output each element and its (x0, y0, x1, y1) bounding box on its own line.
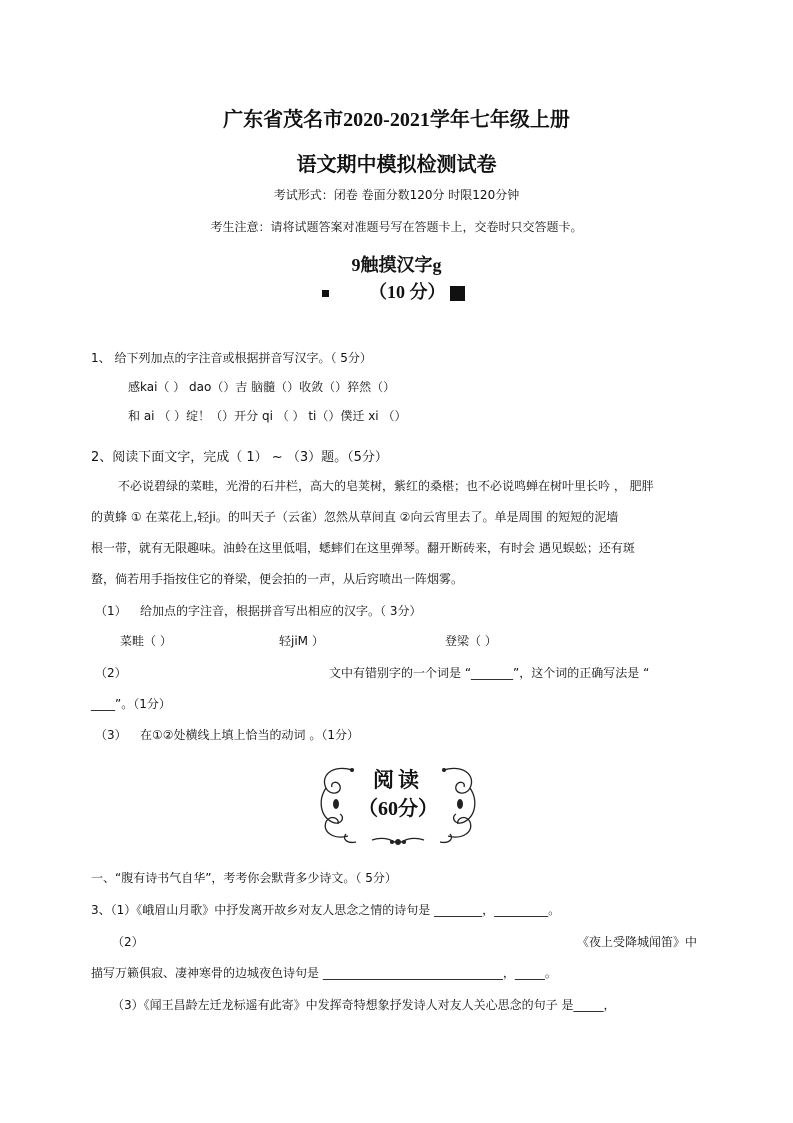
q1-line2: 和 ai （ ）绽！（）开分 qi （ ） ti（）僕迁 xi （） (128, 409, 407, 423)
q2-sub2-number: （2） (95, 666, 127, 680)
section-heading: 9触摸汉字g (351, 255, 442, 275)
small-square-icon (322, 290, 329, 297)
exam-title: 广东省茂名市2020-2021学年七年级上册 (223, 109, 570, 131)
q2-sub2: 文中有错别字的一个词是 “_______”，这个词的正确写法是 “ (329, 666, 650, 680)
q1-stem: 1、 给下列加点的字注音或根据拼音写汉字。（ 5分） (91, 351, 372, 365)
q2-sub1: 给加点的字注音，根据拼音写出相应的汉字。（ 3分） (140, 604, 422, 618)
square-icon (450, 286, 465, 301)
q2-sub3-number: （3） (95, 728, 127, 742)
exam-notice: 考生注意：请将试题答案对准题号写在答题卡上，交卷时只交答题卡。 (210, 220, 583, 234)
q2-stem: 2、阅读下面文字，完成（ 1） ~ （3）题。（5分） (91, 450, 388, 465)
q2-passage-line4: 蝥，倘若用手指按住它的脊梁，便会拍的一声，从后窍喷出一阵烟雾。 (91, 572, 464, 586)
q2-sub3: 在①②处横线上填上恰当的动词 。（1分） (140, 728, 359, 742)
part1-stem: 一、“腹有诗书气自华”，考考你会默背多少诗文。（ 5分） (91, 871, 397, 885)
q3-sub3: （3）《闻王昌龄左迁龙标遥有此寄》中发挥奇特想象抒发诗人对友人关心思念的句子 是_____， (112, 998, 616, 1012)
q3-sub2-number: （2） (112, 935, 144, 949)
exam-subtitle: 语文期中模拟检测试卷 (296, 154, 497, 176)
q2-blank-b: 轻jiM ） (279, 634, 324, 648)
banner-title: 阅读 (373, 768, 423, 792)
q3-sub2-continued: 描写万籁俱寂、凄神寒骨的边城夜色诗句是 ______________________________，_____。 (91, 966, 557, 980)
q2-passage-line1: 不必说碧绿的菜畦，光滑的石井栏，高大的皂荚树，紫红的桑椹；也不必说鸣蝉在树叶里长吟 ， 肥胖 (118, 479, 654, 493)
q3-sub2-source: 《夜上受降城闻笛》中 (576, 935, 697, 949)
banner-score: （60分） (358, 798, 438, 820)
q3-sub1: 3、（1）《峨眉山月歌》中抒发离开故乡对友人思念之情的诗句是 ________，_________。 (91, 903, 561, 917)
q2-passage-line3: 根一带，就有无限趣味。油蛉在这里低唱，蟋蟀们在这里弹琴。翻开断砖来，有时会 遇见蜈蚣；还有斑 (91, 541, 635, 555)
section-score: （10 分） (369, 282, 446, 302)
q2-blank-c: 登梁（ ） (445, 634, 497, 648)
q2-passage-line2: 的黄蜂 ① 在菜花上,轻ji。的叫天子（云雀）忽然从草间直 ②向云宵里去了。单是周围 的短短的泥墙 (91, 510, 619, 524)
q2-sub1-number: （1） (95, 604, 127, 618)
q1-line1: 感kai（ ） dao（）吉 脑髓（）收敛（）猝然（） (128, 380, 396, 394)
exam-info: 考试形式：闭卷 卷面分数120分 时限120分钟 (273, 188, 520, 202)
section-score-row (322, 278, 465, 304)
q2-blank-a: 菜畦（ ） (120, 634, 172, 648)
q2-sub2-continued: ____”。（1分） (91, 697, 171, 711)
reading-banner (312, 756, 484, 848)
